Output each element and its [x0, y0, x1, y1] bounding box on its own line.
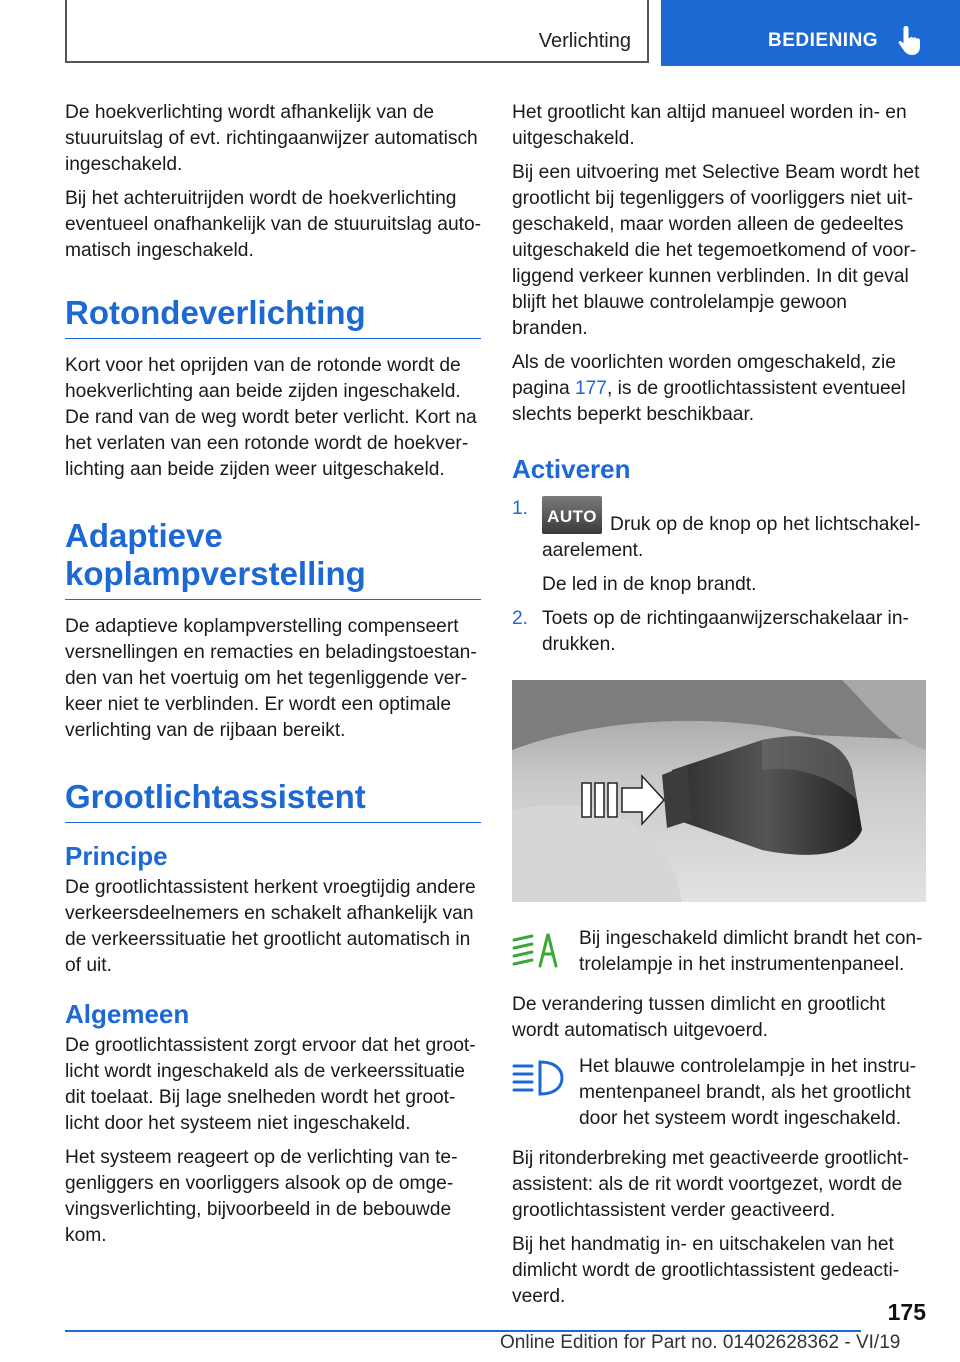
paragraph: Bij het achteruitrijden wordt de hoekverlichting eventueel onafhankelijk van de stuuruitslag automatisch ingeschakeld. [65, 188, 482, 261]
auto-button-label: AUTO [547, 507, 597, 526]
paragraph: De adaptieve koplampverstelling compenseert versnellingen en remacties en beladingstoestanden van het voertuig om het tegenliggende verkeer niet te verblinden. Er wordt een optimale verlichting van de rijbaan bereikt. [65, 616, 477, 741]
step-1 [512, 496, 926, 564]
step-number: 2. [512, 608, 529, 629]
indicator-dimlicht [512, 926, 926, 978]
paragraph: Het grootlicht kan altijd manueel worden in- en uitgeschakeld. [512, 102, 907, 149]
paragraph: Bij ritonderbreking met geactiveerde grootlichtassistent: als de rit wordt voortgezet, wordt de grootlichtassistent verder geactiveerd. [512, 1148, 909, 1221]
paragraph: Kort voor het oprijden van de rotonde wordt de hoekverlichting aan beide zijden ingeschakeld. De rand van de weg wordt beter verlicht. Kort na het verlaten van een rotonde wordt de hoekverlichting aan beide zijden weer uitgeschakeld. [65, 355, 477, 480]
paragraph: Bij ingeschakeld dimlicht brandt het controlelampje in het instrumentenpaneel. [579, 928, 923, 975]
paragraph: De hoekverlichting wordt afhankelijk van de stuuruitslag of evt. richtingaanwijzer automatisch ingeschakeld. [65, 102, 478, 175]
paragraph: Bij het handmatig in- en uitschakelen van het dimlicht wordt de grootlichtassistent gedeactiveerd. [512, 1234, 900, 1307]
heading-rotondeverlichting: Rotondeverlichting [65, 294, 481, 339]
paragraph: De verandering tussen dimlicht en grootlicht wordt automatisch uitgevoerd. [512, 994, 886, 1041]
left-column [65, 100, 481, 1257]
text: , is de grootlichtassistent eventueel slechts beperkt beschikbaar. [512, 378, 906, 425]
heading-grootlichtassistent: Grootlichtassistent [65, 778, 481, 823]
step-number: 1. [512, 498, 529, 519]
paragraph: Het systeem reageert op de verlichting van tegenliggers en voorliggers alsook op de omgevingsverlichting, bijvoorbeeld in de bebouwde kom. [65, 1147, 458, 1246]
step-text: Toets op de richtingaanwijzerschakelaar indrukken. [542, 608, 909, 655]
footer-edition: Online Edition for Part no. 01402628362 - VI/19 [500, 1332, 901, 1353]
high-beam-indicator-icon [512, 1058, 564, 1098]
page-number: 175 [887, 1299, 926, 1325]
turn-signal-stalk-illustration [512, 680, 926, 902]
paragraph: De grootlichtassistent zorgt ervoor dat het grootlicht wordt ingeschakeld als de verkeerssituatie dit toelaat. Bij lage snelheden wordt het grootlicht door het systeem niet ingeschakeld. [65, 1035, 476, 1134]
indicator-grootlicht [512, 1054, 926, 1132]
paragraph [512, 350, 926, 428]
step-text: Druk op de knop op het lichtschakelaarelement. [542, 514, 921, 561]
heading-algemeen: Algemeen [65, 999, 190, 1029]
hand-pointer-icon [897, 24, 925, 56]
heading-principe: Principe [65, 841, 168, 871]
right-column [512, 100, 926, 1318]
auto-button-icon [542, 496, 602, 534]
step-text: De led in de knop brandt. [542, 574, 757, 595]
heading-adaptieve-koplampverstelling: Adaptieve koplampverstelling [65, 517, 481, 600]
paragraph: Het blauwe controlelampje in het instrumentenpaneel brandt, als het grootlicht door het systeem wordt ingeschakeld. [579, 1056, 917, 1129]
header-section-title: Verlichting [538, 30, 631, 52]
step-2 [512, 606, 926, 658]
heading-activeren: Activeren [512, 454, 631, 484]
header-tab-bediening[interactable] [661, 0, 960, 66]
text: Als de voorlichten worden omgeschakeld, zie pagina [512, 352, 896, 399]
header-box [65, 0, 649, 63]
page-link-177[interactable]: 177 [574, 378, 607, 399]
paragraph: Bij een uitvoering met Selective Beam wordt het grootlicht bij tegenliggers of voorliggers niet uitgeschakeld, maar worden alleen de gedeeltes uitgeschakeld die het tegemoetkomend of voorliggend verkeer kunnen verblinden. In dit geval blijft het blauwe controlelampje gewoon branden. [512, 162, 920, 339]
paragraph: De grootlichtassistent herkent vroegtijdig andere verkeersdeelnemers en schakelt afhankelijk van de verkeerssituatie het grootlicht automatisch in of uit. [65, 877, 476, 976]
low-beam-indicator-icon [512, 930, 564, 970]
header-tab-label: BEDIENING [768, 30, 879, 51]
step-1-result [512, 572, 926, 598]
